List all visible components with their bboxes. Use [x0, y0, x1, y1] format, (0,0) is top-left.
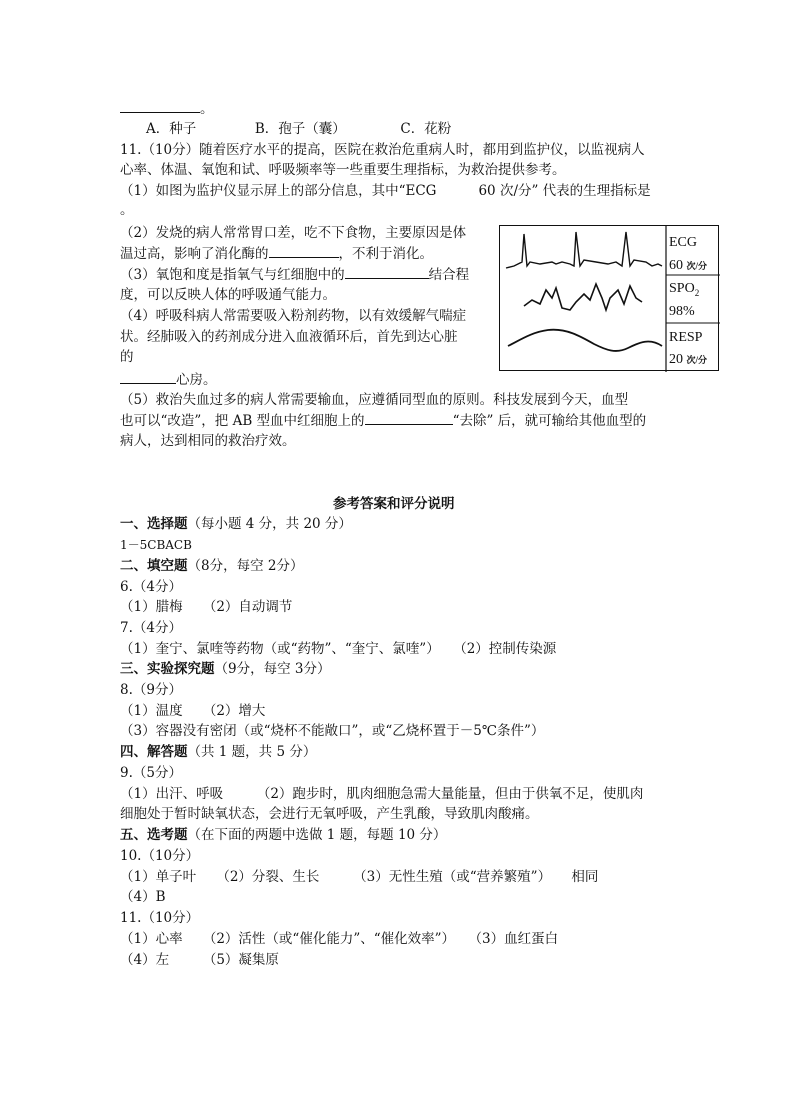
- q11-part2-line1: （2）发烧的病人常常胃口差，吃不下食物，主要原因是体: [120, 225, 467, 241]
- spo2-waveform: [524, 284, 642, 310]
- section-1-answers: 1－5CBACB: [120, 538, 192, 552]
- q11-part3-text-a: （3）氧饱和度是指氧气与红细胞中的: [120, 267, 345, 283]
- answer-blank: [365, 411, 453, 425]
- section-2-note: （8分，每空 2分）: [187, 558, 304, 574]
- section-5-note: （在下面的两题中选做 1 题，每题 10 分）: [187, 827, 447, 843]
- option-a: A．种子: [146, 121, 197, 137]
- section-3-note: （9分，每空 3分）: [214, 661, 331, 677]
- ecg-reading: [669, 258, 707, 274]
- answer-blank: [345, 265, 429, 279]
- section-3-title: 三、实验探究题: [120, 661, 215, 677]
- section-1-heading: [120, 515, 352, 534]
- section-1-title: 一、选择题: [120, 516, 188, 532]
- q10-heading: 10.（10分）: [120, 848, 200, 864]
- q11-part5-line2: [120, 411, 646, 431]
- q11-part3-line1: [120, 265, 469, 285]
- q7-heading: 7.（4分）: [120, 620, 182, 636]
- spo2-value: 98%: [669, 304, 695, 319]
- section-4-heading: [120, 743, 316, 762]
- answer-blank: [269, 244, 339, 258]
- spo2-label: [669, 281, 699, 301]
- q11-part4-line3: 的: [120, 349, 134, 365]
- q11-part3-text-b: 结合程: [428, 267, 470, 283]
- resp-value: 20: [669, 352, 683, 367]
- q11-part2-text-c: ，不利于消化。: [338, 246, 433, 262]
- spo2-label-text: SPO: [669, 281, 695, 296]
- patient-monitor-figure: [499, 225, 719, 371]
- q8-heading: 8.（9分）: [120, 682, 182, 698]
- q11-part5-line1: （5）救治失血过多的病人常需要输血，应遵循同型血的原则。科技发展到今天，血型: [120, 392, 629, 408]
- q10-blank-line: [120, 99, 214, 119]
- answer-blank: [120, 99, 200, 113]
- q10-answer-2: （4）B: [120, 889, 166, 905]
- resp-unit: 次/分: [686, 355, 708, 365]
- resp-waveform: [508, 330, 662, 351]
- answer-blank: [120, 370, 176, 384]
- spo2-subscript: 2: [694, 287, 700, 298]
- section-4-title: 四、解答题: [120, 744, 188, 760]
- q11-part5-text-b: 也可以“改造”，把 AB 型血中红细胞上的: [120, 413, 365, 429]
- q11-stem-line2: 心率、体温、氧饱和试、呼吸频率等一些重要生理指标，为救治提供参考。: [120, 162, 566, 178]
- section-5-title: 五、选考题: [120, 827, 188, 843]
- q11-part4-line4: [120, 370, 217, 390]
- q11-part4-line1: （4）呼吸科病人常需要吸入粉剂药物，以有效缓解气喘症: [120, 308, 467, 324]
- section-5-heading: [120, 826, 446, 845]
- option-c: C．花粉: [400, 121, 452, 137]
- ecg-label: ECG: [669, 235, 697, 250]
- q11-part4-text-d: 心房。: [176, 372, 217, 388]
- q7-answer: （1）奎宁、氯喹等药物（或“药物”、“奎宁、氯喹”） （2）控制传染源: [120, 641, 557, 657]
- q11-part4-line2: 状。经肺吸入的药剂成分进入血液循环后，首先到达心脏: [120, 329, 458, 345]
- q11-part2-text-b: 温过高，影响了消化酶的: [120, 246, 269, 262]
- q6-heading: 6.（4分）: [120, 579, 182, 595]
- answers-title: 参考答案和评分说明: [333, 496, 455, 512]
- q11-answer-1: （1）心率 （2）活性（或“催化能力”、“催化效率”） （3）血红蛋白: [120, 931, 559, 947]
- q11-part2-line2: [120, 244, 433, 264]
- section-4-note: （共 1 题，共 5 分）: [187, 744, 317, 760]
- q11-part1-text-a: （1）如图为监护仪显示屏上的部分信息，其中“ECG: [120, 183, 437, 199]
- q11-part3-line2: 度，可以反映人体的呼吸通气能力。: [120, 287, 336, 303]
- q11-answer-heading: 11.（10分）: [120, 910, 200, 926]
- section-2-title: 二、填空题: [120, 558, 188, 574]
- section-1-note: （每小题 4 分，共 20 分）: [187, 516, 352, 532]
- q11-answer-2: （4）左 （5）凝集原: [120, 952, 279, 968]
- q8-answer-1: （1）温度 （2）增大: [120, 703, 266, 719]
- q11-part1: [120, 182, 651, 201]
- q8-answer-2: （3）容器没有密闭（或“烧杯不能敞口”，或“乙烧杯置于－5℃条件”）: [120, 723, 545, 739]
- q6-answer: （1）腊梅 （2）自动调节: [120, 599, 293, 615]
- q9-answer-2: 细胞处于暂时缺氧状态，会进行无氧呼吸，产生乳酸，导致肌肉酸痛。: [120, 806, 539, 822]
- q10-period: 。: [200, 101, 214, 117]
- q10-options: [146, 120, 451, 139]
- q9-heading: 9.（5分）: [120, 765, 182, 781]
- ecg-value: 60: [669, 258, 683, 273]
- q9-answer-1: （1）出汗、呼吸 （2）跑步时，肌肉细胞急需大量能量，但由于供氧不足，使肌肉: [120, 786, 644, 802]
- ecg-unit: 次/分: [686, 261, 708, 271]
- q11-part5-text-c: “去除” 后，就可输给其他血型的: [452, 413, 647, 429]
- ecg-waveform: [506, 232, 662, 268]
- section-2-heading: [120, 557, 303, 576]
- q11-stem-line1: 11.（10分）随着医疗水平的提高，医院在救治危重病人时，都用到监护仪，以监视病人: [120, 142, 645, 158]
- section-3-heading: [120, 660, 330, 679]
- resp-label: RESP: [669, 330, 703, 345]
- q11-part1-end: 。: [120, 202, 134, 218]
- q10-answer-1: （1）单子叶 （2）分裂、生长 （3）无性生殖（或“营养繁殖”） 相同: [120, 869, 599, 885]
- q11-part1-text-b: 60 次/分” 代表的生理指标是: [478, 183, 651, 199]
- q11-part5-line3: 病人，达到相同的救治疗效。: [120, 433, 296, 449]
- resp-reading: [669, 352, 707, 368]
- option-b: B．孢子（囊）: [254, 121, 346, 137]
